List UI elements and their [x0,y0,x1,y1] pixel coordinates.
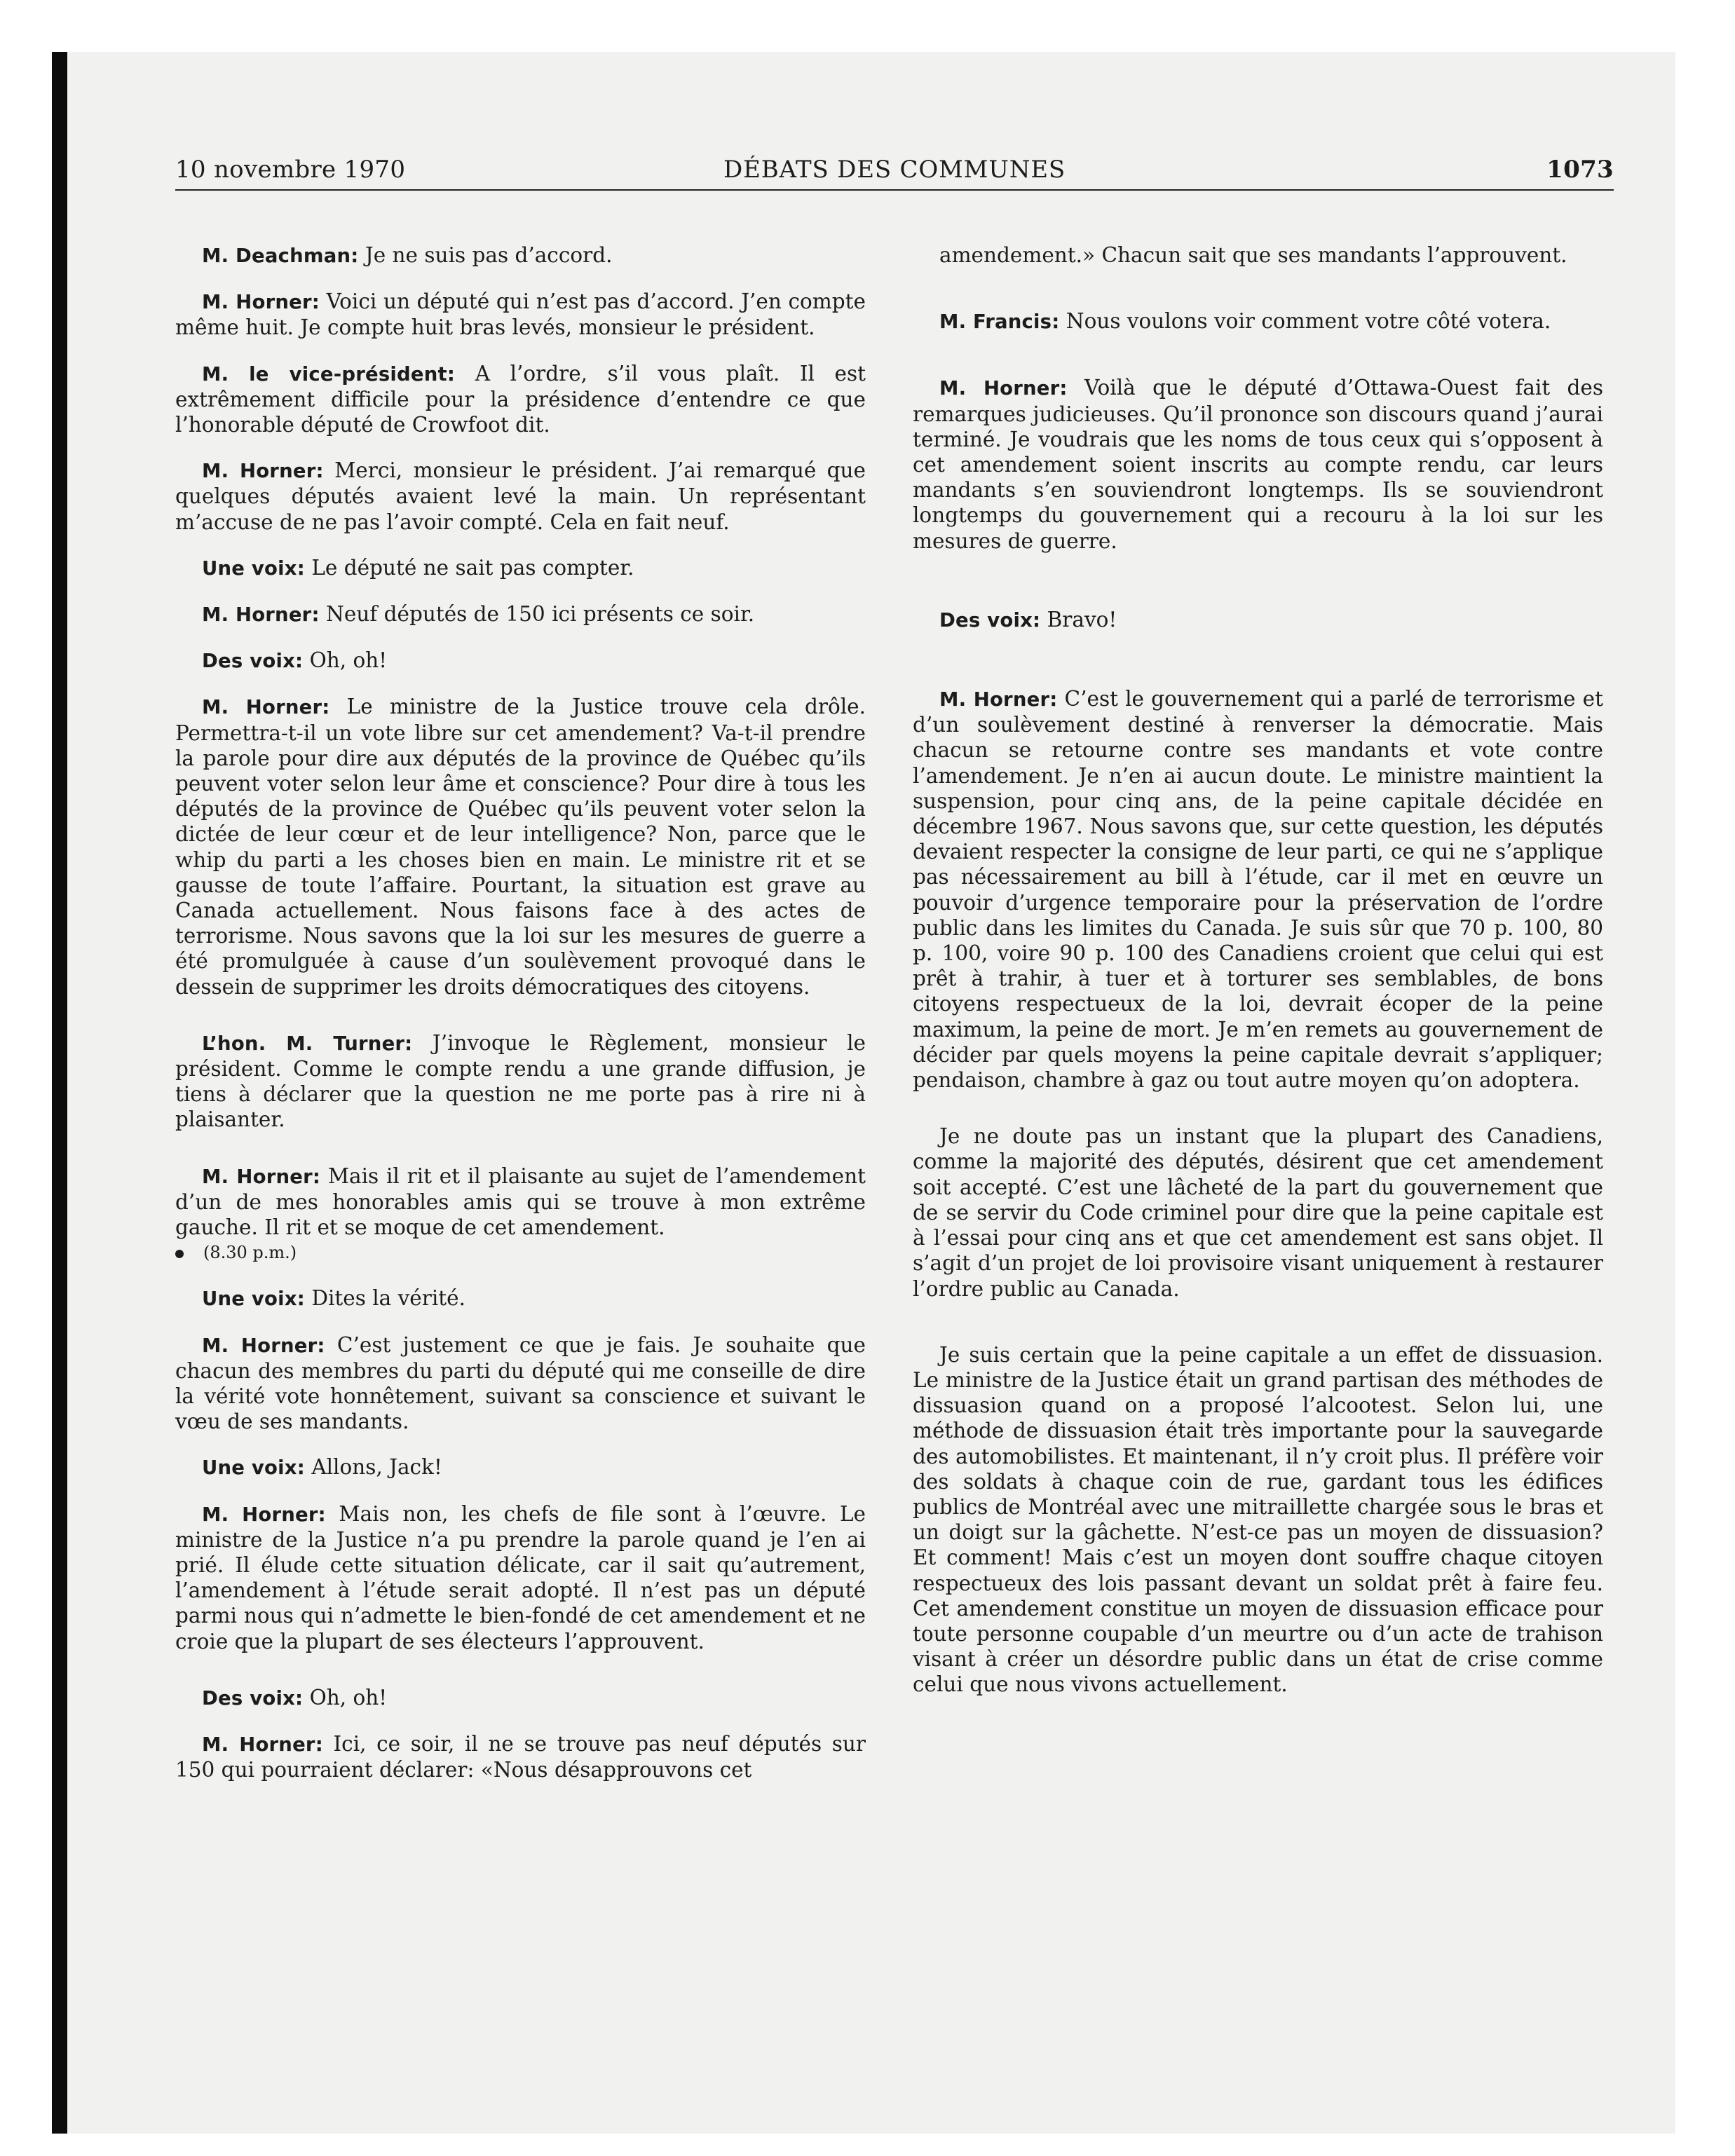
speaker-name: M. Horner: [202,460,324,483]
speech-paragraph [913,375,1603,553]
left-column [175,243,866,1782]
speech-paragraph [913,1342,1603,1698]
header-title: DÉBATS DES COMMUNES [723,156,1066,184]
speech-text: Voilà que le député d’Ottawa-Ouest fait des remarques judicieuses. Qu’il prononce son discours quand j’aurai terminé. Je voudrais que les noms de tous ceux qui s’opposent à cet amendement soient inscrits au compte rendu, car leurs mandants s’en souviendront longtemps. Ils se souviendront longtemps du gouvernement qui a recouru à la loi sur les mesures de guerre. [913,376,1603,553]
speech-paragraph [913,243,1603,268]
page-number: 1073 [1546,156,1614,184]
speech-paragraph [175,243,866,268]
speaker-name: M. le vice-président: [202,362,456,386]
page-header [175,156,1614,191]
speech-text: Le ministre de la Justice trouve cela drôle. Permettra-t-il un vote libre sur cet amendement? Va-t-il prendre la parole pour dire aux députés de la province de Québec qu’ils peuvent voter selon leur âme et conscience? Pour dire à tous les députés de la province de Québec qu’ils peuvent voter selon la dictée de leur cœur et de leur intelligence? Non, parce que le whip du parti a les choses bien en main. Le ministre rit et se gausse de toute l’affaire. Pourtant, la situation est grave au Canada actuellement. Nous faisons face à des actes de terrorisme. Nous savons que la loi sur les mesures de guerre a été promulguée à cause d’un soulèvement provoqué dans le dessein de supprimer les droits démocratiques des citoyens. [175,695,866,999]
header-date: 10 novembre 1970 [175,156,406,184]
time-marker-text: (8.30 p.m.) [203,1243,297,1263]
speech-text: Le député ne sait pas compter. [311,555,634,580]
speaker-name: M. Horner: [202,291,320,314]
speech-paragraph [175,648,866,674]
bullet-icon [175,1250,184,1258]
right-column [913,243,1603,1698]
speech-text: Bravo! [1047,607,1117,632]
speaker-name: Des voix: [939,608,1041,632]
speech-paragraph [175,1164,866,1241]
speech-text: Merci, monsieur le président. J’ai remarqué que quelques députés avaient levé la main. Un représentant m’accuse de ne pas l’avoir compté. Cela en fait neuf. [175,458,866,534]
speech-paragraph [175,1731,866,1782]
speech-paragraph [175,694,866,999]
speaker-name: M. Deachman: [202,245,359,267]
speaker-name: M. Horner: [939,377,1068,400]
speaker-name: M. Horner: [202,1503,326,1526]
speech-paragraph [175,289,866,340]
speech-paragraph [175,601,866,627]
speech-paragraph [175,1454,866,1480]
speech-paragraph [175,361,866,438]
speaker-name: M. Horner: [202,1733,323,1756]
speaker-name: M. Francis: [939,311,1060,334]
speech-text: Mais il rit et il plaisante au sujet de l’amendement d’un de mes honorables amis qui se trouve à mon extrême gauche. Il rit et se moque de cet amendement. [175,1164,866,1240]
speech-paragraph [913,607,1603,633]
speech-text: Oh, oh! [309,1685,388,1710]
speech-text: Dites la vérité. [311,1286,465,1311]
speaker-name: M. Horner: [202,1165,321,1188]
speech-paragraph [175,458,866,535]
speech-paragraph [175,1501,866,1654]
speech-text: J’invoque le Règlement, monsieur le président. Comme le compte rendu a une grande diffusion, je tiens à déclarer que la question ne me porte pas à rire ni à plaisanter. [175,1030,866,1132]
speech-text: Je ne suis pas d’accord. [365,243,613,267]
speech-paragraph [175,1685,866,1711]
speech-paragraph [175,1030,866,1133]
speaker-name: M. Horner: [939,688,1058,711]
speech-paragraph [175,1332,866,1435]
speech-text: Ici, ce soir, il ne se trouve pas neuf députés sur 150 qui pourraient déclarer: «Nous désapprouvons cet [175,1731,866,1782]
speech-text: Je suis certain que la peine capitale a un effet de dissuasion. Le ministre de la Justice était un grand partisan des méthodes de dissuasion quand on a proposé l’alcootest. Selon lui, une méthode de dissuasion était très importante pour la sauvegarde des automobilistes. Et maintenant, il n’y croit plus. Il préfère voir des soldats à chaque coin de rue, gardant tous les édifices publics de Montréal avec une mitraillette chargée sous le bras et un doigt sur la gâchette. N’est-ce pas un moyen de dissuasion? Et comment! Mais c’est un moyen dont souffre chaque citoyen respectueux des lois passant devant un soldat prêt à faire feu. Cet amendement constitue un moyen de dissuasion efficace pour toute personne coupable d’un meurtre ou d’un acte de trahison visant à créer un désordre public dans un état de crise comme celui que nous vivons actuellement. [913,1342,1603,1697]
speech-text: Oh, oh! [309,648,388,673]
time-marker [175,1240,866,1265]
speech-text: Voici un député qui n’est pas d’accord. J’en compte même huit. Je compte huit bras levés, monsieur le président. [175,289,866,340]
speech-text: Nous voulons voir comment votre côté votera. [1066,309,1551,334]
speech-text: Allons, Jack! [311,1455,442,1480]
speech-text: C’est le gouvernement qui a parlé de terrorisme et d’un soulèvement destiné à renverser la démocratie. Mais chacun se retourne contre ses mandants et vote contre l’amendement. Je n’en ai aucun doute. Le ministre maintient la suspension, pour cinq ans, de la peine capitale décidée en décembre 1967. Nous savons que, sur cette question, les députés devaient respecter la consigne de leur parti, ce qui ne s’applique pas nécessairement au bill à l’étude, car il met en œuvre un pouvoir d’urgence temporaire pour la préservation de l’ordre public dans les limites du Canada. Je suis sûr que 70 p. 100, 80 p. 100, voire 90 p. 100 des Canadiens croient que celui qui est prêt à trahir, à tuer et à torturer ses semblables, de bons citoyens respectueux de la loi, devrait écoper de la peine maximum, la peine de mort. Je m’en remets au gouvernement de décider par quels moyens la peine capitale devrait s’appliquer; pendaison, chambre à gaz ou tout autre moyen qu’on adoptera. [913,687,1603,1093]
speaker-name: Des voix: [202,650,304,673]
speech-paragraph [913,308,1603,334]
speech-text: Mais non, les chefs de file sont à l’œuvre. Le ministre de la Justice n’a pu prendre la parole quand je l’en ai prié. Il élude cette situation délicate, car il sait qu’autrement, l’amendement à l’étude serait adopté. Il n’est pas un député parmi nous qui n’admette le bien-fondé de cet amendement et ne croie que la plupart de ses électeurs l’approuvent. [175,1501,866,1653]
speech-text: Je ne doute pas un instant que la plupart des Canadiens, comme la majorité des députés, désirent que cet amendement soit accepté. C’est une lâcheté de la part du gouvernement que de se servir du Code criminel pour dire que la peine capitale est à l’essai pour cinq ans et que cet amendement est sans objet. Il s’agit d’un projet de loi provisoire visant uniquement à restaurer l’ordre public au Canada. [913,1124,1603,1301]
speaker-name: Une voix: [202,557,305,580]
speech-text: C’est justement ce que je fais. Je souhaite que chacun des membres du parti du député qui me conseille de dire la vérité vote honnêtement, suivant sa conscience et suivant le vœu de ses mandants. [175,1332,866,1434]
speaker-name: M. Horner: [202,603,320,627]
speaker-name: Une voix: [202,1456,305,1480]
speech-paragraph [913,686,1603,1093]
speech-paragraph [175,555,866,581]
speaker-name: L’hon. M. Turner: [202,1032,413,1055]
header-rule [175,189,1614,191]
speech-text: A l’ordre, s’il vous plaît. Il est extrêmement difficile pour la présidence d’entendre ce que l’honorable député de Crowfoot dit. [175,361,866,437]
speaker-name: Des voix: [202,1686,304,1710]
speaker-name: M. Horner: [202,696,330,719]
scan-binding-edge [52,52,67,2134]
speaker-name: Une voix: [202,1288,305,1311]
speech-text: amendement.» Chacun sait que ses mandants l’approuvent. [939,243,1567,267]
speech-text: Neuf députés de 150 ici présents ce soir. [326,602,755,627]
speech-paragraph [913,1124,1603,1301]
speaker-name: M. Horner: [202,1334,325,1357]
speech-paragraph [175,1285,866,1311]
